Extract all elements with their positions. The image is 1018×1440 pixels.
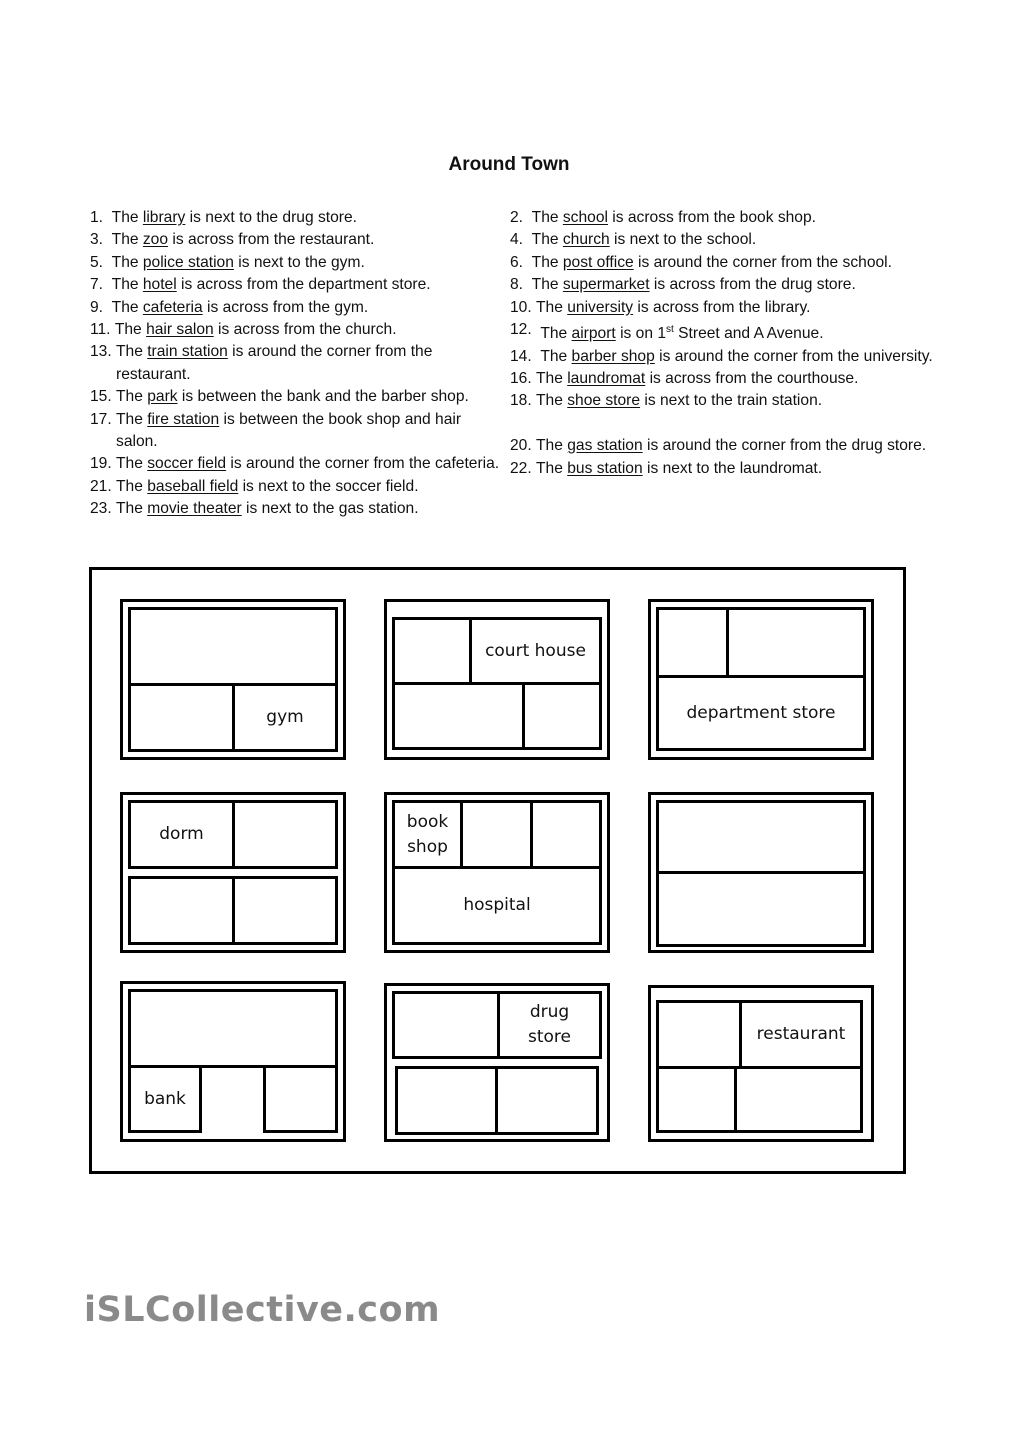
clue-item: 17. The fire station is between the book shop and hair salon. (90, 410, 462, 451)
clue-item: 10. The university is across from the library. (510, 298, 811, 316)
place-name: park (147, 388, 178, 406)
city-block (384, 599, 610, 760)
place-name: post office (562, 253, 634, 271)
lot-empty[interactable] (656, 607, 729, 678)
clue-item: 6. The post office is around the corner from the school. (510, 253, 892, 271)
lot-hospital: hospital (392, 866, 602, 945)
place-name: zoo (142, 231, 169, 249)
clue-item: 16. The laundromat is across from the courthouse. (510, 370, 859, 388)
page-title: Around Town (448, 154, 570, 175)
lot-empty[interactable] (392, 682, 525, 750)
clue-item: 19. The soccer field is around the corner from the cafeteria. (90, 455, 500, 473)
clue-list-left (90, 207, 502, 521)
clue-item: 18. The shoe store is next to the train station. (510, 392, 823, 410)
lot-book-shop: book shop (392, 800, 463, 869)
lot-drug-store: drug store (497, 991, 602, 1059)
place-name: movie theater (147, 500, 242, 518)
city-block (648, 792, 874, 953)
place-name: train station (147, 343, 228, 361)
place-name: soccer field (147, 455, 227, 473)
lot-empty[interactable] (656, 1000, 742, 1069)
place-name: shoe store (567, 392, 641, 410)
place-name: barber shop (571, 347, 655, 365)
clue-item: 4. The church is next to the school. (510, 231, 757, 249)
city-block (120, 599, 346, 760)
place-name: laundromat (567, 370, 646, 388)
clue-item: 9. The cafeteria is across from the gym. (90, 298, 369, 316)
lot-empty[interactable] (128, 607, 338, 686)
place-name: airport (571, 325, 616, 343)
clue-item: 7. The hotel is across from the department store. (90, 276, 431, 294)
lot-empty[interactable] (128, 989, 338, 1068)
place-name: hair salon (146, 321, 214, 339)
clue-item: 11. The hair salon is across from the church. (90, 321, 397, 339)
lot-empty[interactable] (232, 800, 338, 869)
lot-restaurant: restaurant (739, 1000, 863, 1069)
place-name: police station (142, 253, 234, 271)
city-block (384, 792, 610, 953)
place-name: university (567, 298, 634, 316)
place-name: hotel (142, 276, 177, 294)
town-map (89, 567, 906, 1174)
lot-empty[interactable] (726, 607, 866, 678)
lot-empty[interactable] (656, 1066, 737, 1133)
lot-empty[interactable] (128, 876, 235, 945)
place-name: baseball field (147, 477, 239, 495)
lot-empty[interactable] (392, 991, 500, 1059)
clue-item: 13. The train station is around the corner from the restaurant. (90, 343, 433, 383)
city-block (120, 792, 346, 953)
lot-empty[interactable] (656, 871, 866, 947)
clue-item: 23. The movie theater is next to the gas station. (90, 500, 419, 518)
clue-list-right (510, 207, 940, 480)
clue-item: 8. The supermarket is across from the drug store. (510, 276, 856, 294)
place-name: church (562, 231, 610, 249)
clue-item: 5. The police station is next to the gym. (90, 253, 365, 271)
city-block (120, 981, 346, 1142)
lot-empty[interactable] (392, 617, 472, 685)
clue-item: 14. The barber shop is around the corner from the university. (510, 347, 933, 365)
lot-empty[interactable] (495, 1066, 599, 1135)
watermark-logo: iSLCollective.com (84, 1290, 441, 1330)
place-name: cafeteria (142, 298, 203, 316)
clue-item: 21. The baseball field is next to the soccer field. (90, 477, 419, 495)
lot-bank: bank (128, 1065, 202, 1133)
clue-item: 20. The gas station is around the corner from the drug store. (510, 437, 927, 455)
clue-item: 2. The school is across from the book shop. (510, 209, 816, 226)
city-block (648, 599, 874, 760)
place-name: supermarket (562, 276, 650, 294)
lot-department-store: department store (656, 675, 866, 751)
clue-item: 15. The park is between the bank and the barber shop. (90, 388, 469, 406)
lot-dorm: dorm (128, 800, 235, 869)
clue-item: 22. The bus station is next to the laundromat. (510, 459, 823, 477)
place-name: bus station (567, 459, 643, 477)
lot-empty[interactable] (734, 1066, 863, 1133)
place-name: gas station (567, 437, 643, 455)
lot-empty[interactable] (128, 683, 235, 752)
lot-empty[interactable] (460, 800, 533, 869)
lot-empty[interactable] (530, 800, 602, 869)
lot-empty[interactable] (522, 682, 602, 750)
lot-empty[interactable] (232, 876, 338, 945)
lot-court-house: court house (469, 617, 602, 685)
city-block (648, 985, 874, 1142)
clue-item: 12. The airport is on 1st Street and A Avenue. (510, 321, 824, 343)
lot-empty[interactable] (395, 1066, 498, 1135)
place-name: library (142, 209, 186, 226)
clue-item: 3. The zoo is across from the restaurant. (90, 231, 375, 249)
place-name: school (562, 209, 608, 226)
place-name: fire station (147, 410, 220, 428)
city-block (384, 983, 610, 1142)
lot-empty[interactable] (656, 800, 866, 874)
clue-item: 1. The library is next to the drug store. (90, 209, 357, 226)
lot-gym: gym (232, 683, 338, 752)
lot-empty[interactable] (263, 1065, 338, 1133)
